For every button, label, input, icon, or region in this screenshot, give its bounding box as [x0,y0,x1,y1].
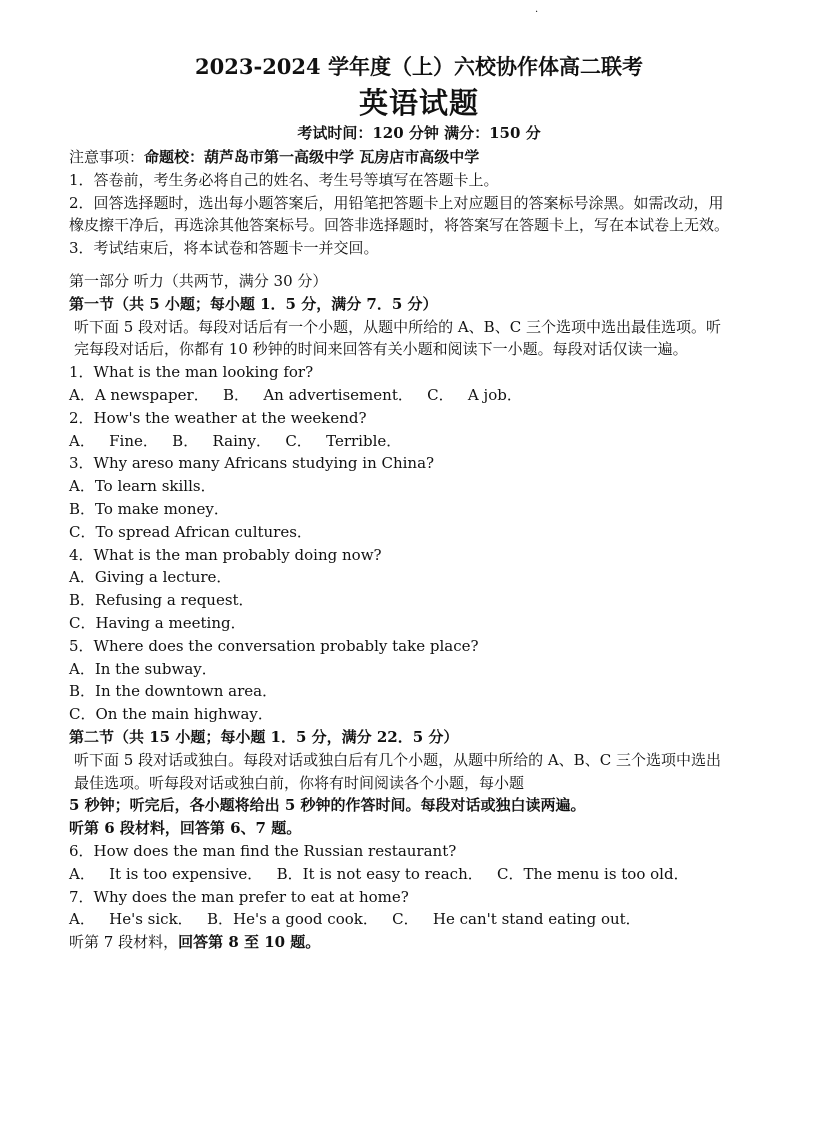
question-1-options: A．A newspaper． B． An advertisement． C． A job． [69,385,522,404]
question-6-options: A． It is too expensive． B．It is not easy to reach． C．The menu is too old． [69,864,689,883]
question-2: 2．How's the weather at the weekend? [69,408,367,427]
top-mark: . [535,4,539,15]
question-4-option-c: C．Having a meeting． [69,613,246,632]
section2-title: 第二节（共 15 小题；每小题 1．5 分，满分 22．5 分） [69,727,459,746]
section2-instructions-bold: 5 秒钟；听完后，各小题将给出 5 秒钟的作答时间。每段对话或独白读两遍。 [69,796,586,815]
exam-title: 2023-2024 学年度（上）六校协作体高二联考 [195,54,643,79]
part1-title: 第一部分 听力（共两节，满分 30 分） [69,271,328,290]
question-4: 4．What is the man probably doing now? [69,545,382,564]
subject-title: 英语试题 [358,86,479,120]
question-4-option-b: B．Refusing a request． [69,591,254,610]
question-6: 6．How does the man find the Russian restaurant? [69,841,457,860]
notes-heading [69,146,731,169]
notes-label: 注意事项： [69,148,145,166]
note-item-1: 1．答卷前，考生务必将自己的姓名、考生号等填写在答题卡上。 [69,170,499,189]
question-3-option-a: A．To learn skills． [69,477,216,496]
question-5-option-b: B．In the downtown area． [69,682,278,701]
material-7-prefix: 听第 7 段材料， [69,933,179,952]
question-3: 3．Why areso many Africans studying in China? [69,454,435,473]
question-5-option-a: A．In the subway． [69,659,217,678]
note-item-2: 2．回答选择题时，选出每小题答案后，用铅笔把答题卡上对应题目的答案标号涂黑。如需改动，用橡皮擦干净后，再选涂其他答案标号。回答非选择题时，将答案写在答题卡上，写在本试卷上无效。 [69,193,730,235]
note-item-3: 3．考试结束后，将本试卷和答题卡一并交回。 [69,239,379,258]
exam-body [69,146,731,954]
question-1: 1．What is the man looking for? [69,363,314,382]
question-3-option-b: B．To make money． [69,499,229,518]
section2-instructions: 听下面 5 段对话或独白。每段对话或独白后有几个小题，从题中所给的 A、B、C 三个选项中选出最佳选项。听每段对话或独白前，你将有时间阅读各个小题，每小题 [74,750,721,792]
question-2-options: A． Fine． B． Rainy． C． Terrible． [69,431,402,450]
exam-info: 考试时间：120 分钟 满分：150 分 [297,124,541,142]
question-5: 5．Where does the conversation probably take place? [69,636,479,655]
question-7-options: A． He's sick． B．He's a good cook． C． He can't stand eating out． [69,910,641,929]
section1-title: 第一节（共 5 小题；每小题 1．5 分，满分 7．5 分） [69,294,438,313]
material-7-heading [69,931,731,954]
material-7-bold: 回答第 8 至 10 题。 [178,933,321,952]
material-6-heading: 听第 6 段材料，回答第 6、7 题。 [69,819,302,838]
question-7: 7．Why does the man prefer to eat at home? [69,887,409,906]
question-4-option-a: A．Giving a lecture． [69,568,232,587]
question-5-option-c: C．On the main highway． [69,705,273,724]
notes-schools: 命题校：葫芦岛市第一高级中学 瓦房店市高级中学 [144,148,480,166]
section1-instructions: 听下面 5 段对话。每段对话后有一个小题，从题中所给的 A、B、C 三个选项中选出最佳选项。听完每段对话后，你都有 10 秒钟的时间来回答有关小题和阅读下一小题。每段对话仅读一遍。 [74,317,721,359]
question-3-option-c: C．To spread African cultures． [69,522,312,541]
